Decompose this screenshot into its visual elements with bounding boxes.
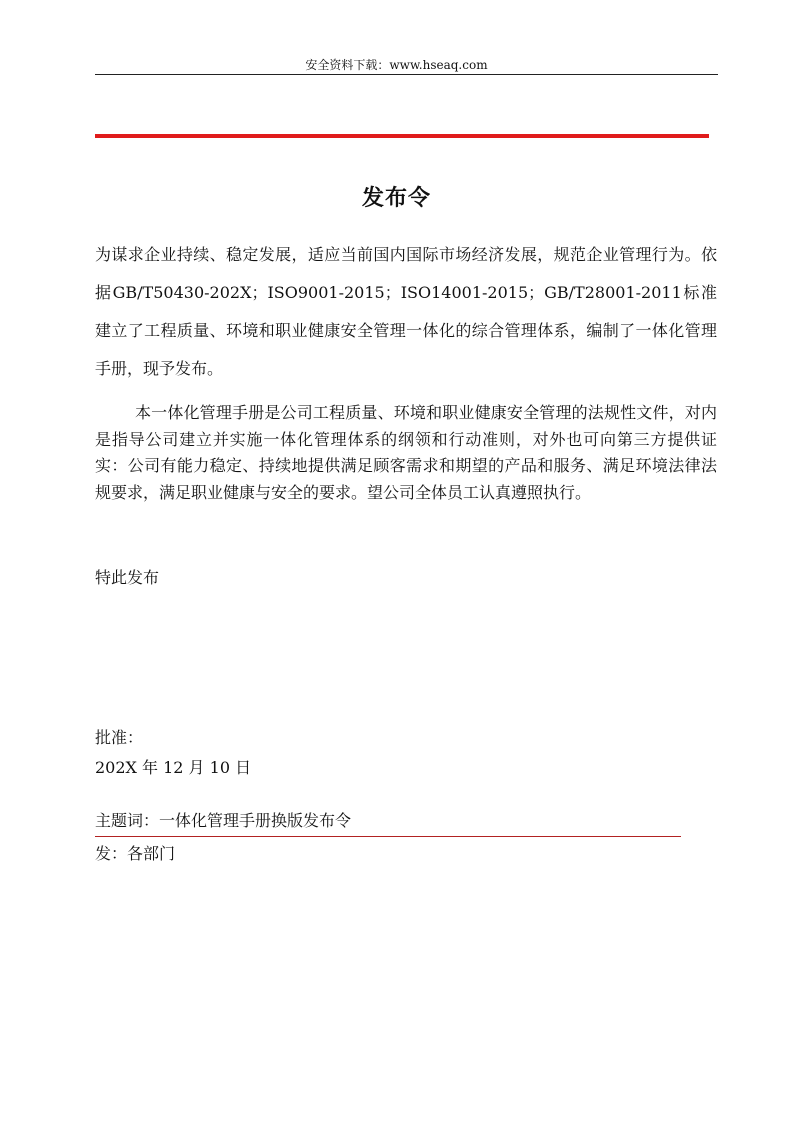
closing-text: 特此发布 — [95, 568, 160, 587]
issue-date: 202X 年 12 月 10 日 — [95, 758, 252, 777]
red-title-bar — [95, 134, 709, 138]
body-paragraph: 本一体化管理手册是公司工程质量、环境和职业健康安全管理的法规性文件，对内是指导公司建立并实施一体化管理体系的纲领和行动准则，对外也可向第三方提供证实：公司有能力稳定、持续地提供满足顾客需求和期望的产品和服务、满足环境法律法规要求，满足职业健康与安全的要求。望公司全体员工认真遵照执行。 — [95, 403, 717, 502]
subject-divider — [95, 836, 681, 837]
header-divider — [95, 74, 718, 75]
distribution-line: 发：各部门 — [95, 844, 176, 863]
intro-paragraph: 为谋求企业持续、稳定发展，适应当前国内国际市场经济发展，规范企业管理行为。依据GB/T50430-202X；ISO9001-2015；ISO14001-2015；GB/T28001-2011标准建立了工程质量、环境和职业健康安全管理一体化的综合管理体系，编制了一体化管理手册，现予发布。 — [95, 245, 717, 378]
document-title: 发布令 — [361, 185, 431, 211]
approval-label: 批准： — [95, 728, 144, 747]
page-header: 安全资料下载：www.hseaq.com — [305, 58, 488, 72]
subject-keywords: 主题词：一体化管理手册换版发布令 — [95, 811, 352, 830]
